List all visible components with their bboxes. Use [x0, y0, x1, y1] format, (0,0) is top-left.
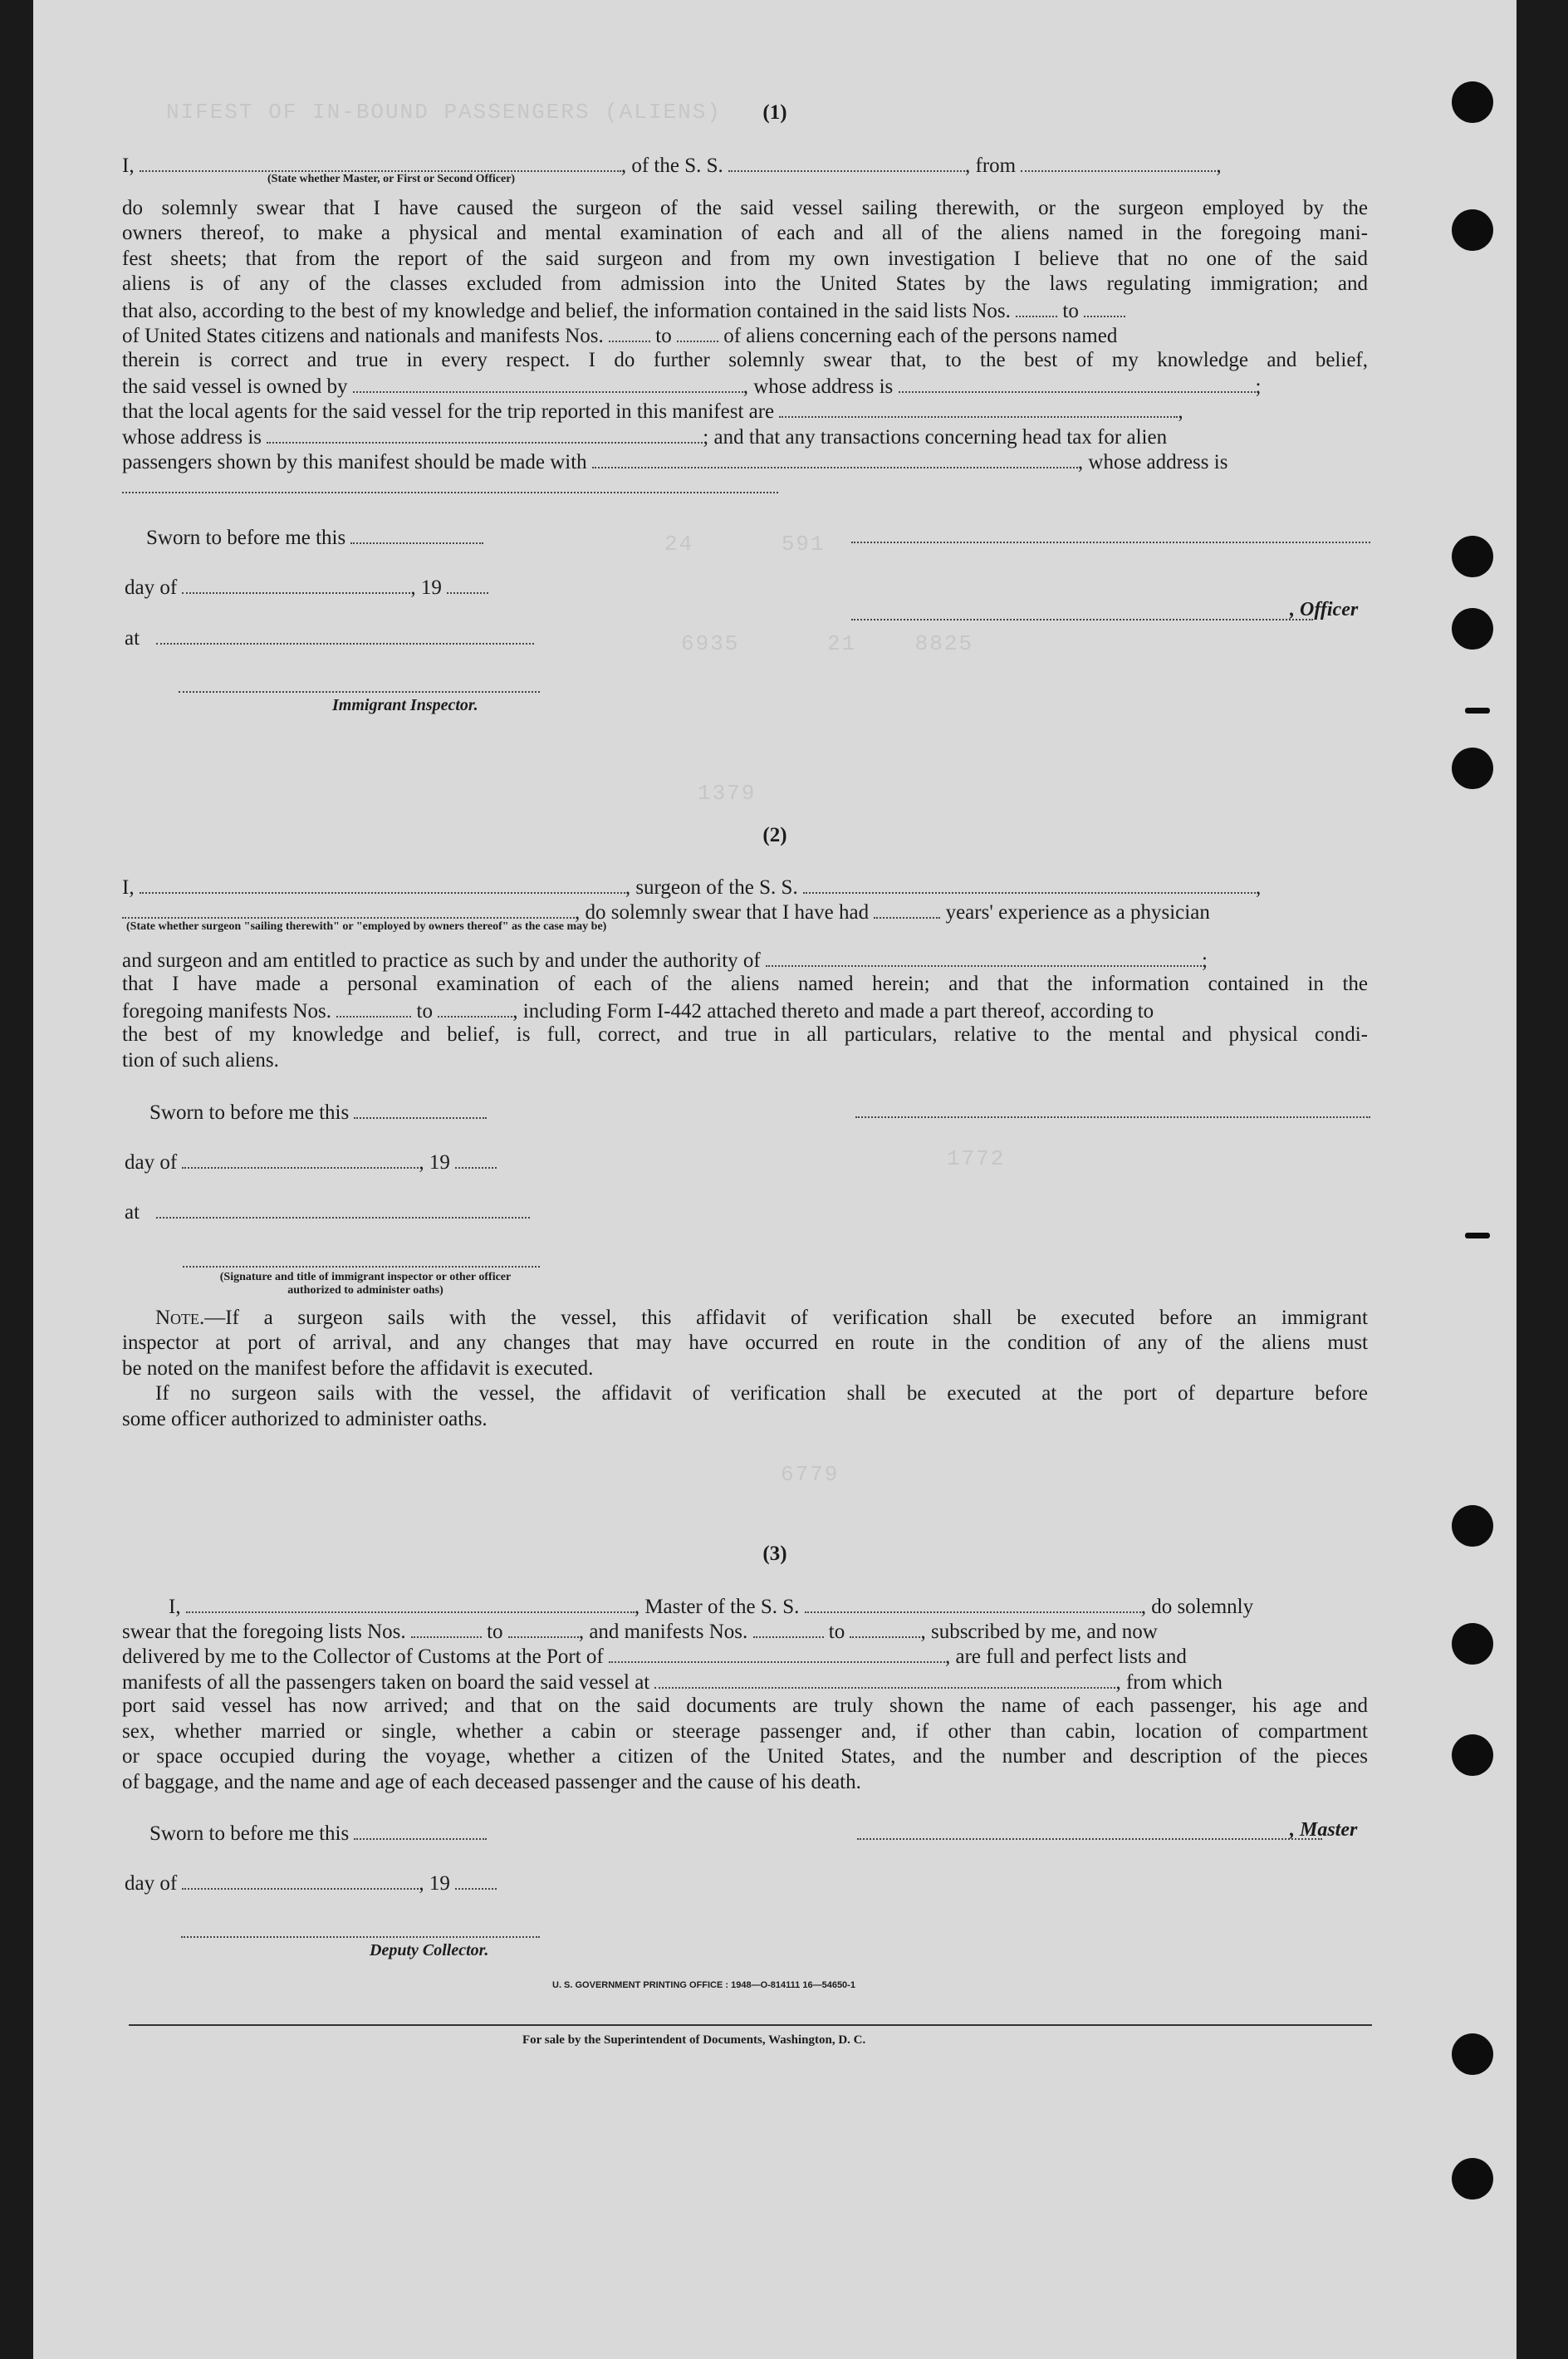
departure-port-field[interactable] [1021, 152, 1216, 172]
section-3-paragraph-line: delivered by me to the Collector of Customs at the Port of , are full and perfect lists and [122, 1643, 1368, 1670]
surgeon-manifests-to-field[interactable] [438, 998, 512, 1018]
head-tax-party-field[interactable] [592, 449, 1078, 468]
section-2-paragraph-line: the best of my knowledge and belief, is full, correct, and true in all particulars, relative to the mental and physical condi- [122, 1023, 1368, 1046]
sworn-day-field[interactable] [350, 524, 483, 544]
officer-signature-line[interactable] [851, 542, 1370, 543]
master-sworn-day-field[interactable] [354, 1820, 487, 1840]
immigrant-inspector-label: Immigrant Inspector. [332, 696, 478, 714]
vessel-owner-field[interactable] [353, 373, 743, 393]
section-1-day-line: day of , 19 [125, 574, 1370, 601]
practice-authority-field[interactable] [766, 947, 1202, 967]
footer-rule [129, 2024, 1372, 2026]
bleed-through-text: 6935 21 8825 [681, 631, 974, 656]
deputy-collector-signature-line[interactable] [181, 1936, 540, 1938]
officer-name-line[interactable] [851, 619, 1313, 620]
section-1-at-line: at [125, 625, 1370, 651]
master-manifests-from-field[interactable] [753, 1618, 824, 1638]
binder-hole [1452, 1623, 1493, 1665]
printing-office-imprint: U. S. GOVERNMENT PRINTING OFFICE : 1948—O-814111 16—54650-1 [552, 1980, 855, 1990]
section-3-paragraph-line: of baggage, and the name and age of each deceased passenger and the cause of his death. [122, 1771, 861, 1793]
agents-address-field[interactable] [267, 424, 703, 444]
surgeon-sworn-month-field[interactable] [182, 1149, 419, 1169]
binder-hole [1452, 209, 1493, 251]
binder-slot [1465, 708, 1490, 714]
binder-hole [1452, 2033, 1493, 2075]
section-2-paragraph-line: tion of such aliens. [122, 1049, 279, 1072]
bleed-through-text: 1379 [698, 781, 757, 806]
note-paragraph-line: If no surgeon sails with the vessel, the affidavit of verification shall be executed at the port of departure before [155, 1382, 1368, 1405]
section-1-paragraph-line: aliens is of any of the classes excluded from admission into the United States by the laws regulating immigration; and [122, 272, 1368, 295]
section-1-paragraph-line: owners thereof, to make a physical and mental examination of each and all of the aliens named in the foregoing mani- [122, 222, 1368, 244]
lists-from-field[interactable] [1016, 297, 1057, 317]
section-3-paragraph-line: manifests of all the passengers taken on board the said vessel at , from which [122, 1669, 1368, 1695]
authorized-officer-signature-line[interactable] [183, 1266, 540, 1268]
years-experience-field[interactable] [874, 899, 940, 919]
note-paragraph-line: Note.—If a surgeon sails with the vessel, this affidavit of verification shall be executed before an immigrant [155, 1307, 1368, 1329]
note-paragraph-line: inspector at port of arrival, and any changes that may have occurred en route in the condition of any of the aliens must [122, 1332, 1368, 1354]
note-label: Note. [155, 1307, 205, 1329]
section-1-paragraph-line: the said vessel is owned by , whose address is ; [122, 373, 1368, 400]
section-3-day-line: day of , 19 [125, 1870, 1370, 1896]
master-signature-line[interactable] [857, 1838, 1322, 1840]
section-3-number: (3) [762, 1542, 787, 1565]
note-paragraph-line: be noted on the manifest before the affidavit is executed. [122, 1357, 594, 1380]
surgeon-sworn-day-field[interactable] [354, 1099, 487, 1119]
section-2-paragraph-line: that I have made a personal examination of each of the aliens named herein; and that the information contained in the [122, 973, 1368, 995]
bleed-through-text: NIFEST OF IN-BOUND PASSENGERS (ALIENS) [166, 100, 722, 125]
section-3-paragraph-line: or space occupied during the voyage, whether a citizen of the United States, and the number and description of the pieces [122, 1745, 1368, 1768]
manifests-to-field[interactable] [677, 322, 718, 342]
immigrant-inspector-signature-line[interactable] [179, 691, 540, 693]
master-sworn-month-field[interactable] [182, 1870, 419, 1890]
section-1-number: (1) [762, 101, 787, 124]
section-1-sworn-line: Sworn to before me this [146, 524, 1392, 551]
surgeon-status-note: (State whether surgeon "sailing therewith" or "employed by owners thereof" as the case may be) [126, 920, 607, 933]
section-2-at-line: at [125, 1199, 1370, 1225]
officer-label: , Officer [1290, 599, 1359, 620]
section-2-paragraph-line: foregoing manifests Nos. to , including Form I-442 attached thereto and made a part thereof, according to [122, 998, 1368, 1024]
authorized-officer-note: (Signature and title of immigrant inspector or other officer authorized to administer oaths) [219, 1271, 512, 1297]
surgeon-manifests-from-field[interactable] [336, 998, 411, 1018]
owner-address-field[interactable] [899, 373, 1256, 393]
master-ship-field[interactable] [805, 1593, 1141, 1613]
surgeon-name-field[interactable] [140, 874, 625, 894]
embarkation-port-field[interactable] [654, 1669, 1115, 1689]
section-1-paragraph-line: fest sheets; that from the report of the said surgeon and from my own investigation I believe that no one of the said [122, 248, 1368, 270]
lists-to-field[interactable] [1084, 297, 1125, 317]
for-sale-notice: For sale by the Superintendent of Documents, Washington, D. C. [522, 2033, 866, 2047]
bleed-through-text: 1772 [947, 1146, 1006, 1171]
section-1-paragraph-line: do solemnly swear that I have caused the surgeon of the said vessel sailing therewith, or the surgeon employed by the [122, 197, 1368, 219]
section-1-paragraph-line: therein is correct and true in every respect. I do further solemnly swear that, to the best of my knowledge and belief, [122, 349, 1368, 371]
section-1-line-1: I, , of the S. S. , from , [122, 152, 1368, 179]
binder-slot [1465, 1233, 1490, 1238]
master-lists-to-field[interactable] [508, 1618, 579, 1638]
section-3-sworn-line: Sworn to before me this [149, 1820, 1395, 1846]
master-name-field[interactable] [140, 152, 621, 172]
section-3-paragraph-line: sex, whether married or single, whether a cabin or steerage passenger and, if other than cabin, location of compartment [122, 1720, 1368, 1743]
sworn-place-field[interactable] [156, 625, 534, 645]
section-2-number: (2) [762, 824, 787, 846]
manifests-from-field[interactable] [609, 322, 650, 342]
binder-hole [1452, 536, 1493, 577]
binder-hole [1452, 1505, 1493, 1547]
bleed-through-text: 6779 [781, 1462, 840, 1487]
section-3-line-1: I, , Master of the S. S. , do solemnly [122, 1593, 1368, 1620]
sworn-month-field[interactable] [182, 574, 410, 594]
surgeon-sworn-year-field[interactable] [455, 1149, 497, 1169]
binder-hole [1452, 748, 1493, 789]
section-2-line-2: , do solemnly swear that I have had years' experience as a physician [122, 899, 1368, 925]
master-manifests-to-field[interactable] [850, 1618, 920, 1638]
section-2-line-1: I, , surgeon of the S. S. , [122, 874, 1368, 900]
section-2-day-line: day of , 19 [125, 1149, 1370, 1175]
surgeon-sworn-place-field[interactable] [156, 1199, 530, 1219]
section-1-paragraph-line: passengers shown by this manifest should be made with , whose address is [122, 449, 1368, 475]
section-2-paragraph-line: and surgeon and am entitled to practice as such by and under the authority of ; [122, 947, 1368, 974]
section-2-sworn-line: Sworn to before me this [149, 1099, 1395, 1126]
note-paragraph-line: some officer authorized to administer oaths. [122, 1408, 488, 1430]
section-3-paragraph-line: port said vessel has now arrived; and that on the said documents are truly shown the name of each passenger, his age and [122, 1694, 1368, 1717]
section-3-paragraph-line: swear that the foregoing lists Nos. to , and manifests Nos. to , subscribed by me, and now [122, 1618, 1368, 1645]
head-tax-address-field[interactable] [122, 492, 778, 493]
master-sworn-year-field[interactable] [455, 1870, 497, 1890]
master-label: , Master [1290, 1819, 1358, 1841]
surgeon-status-field[interactable] [122, 899, 575, 919]
section-1-paragraph-line: that also, according to the best of my knowledge and belief, the information contained in the said lists Nos. to [122, 297, 1368, 324]
master-title-note: (State whether Master, or First or Second Officer) [267, 173, 516, 185]
section-1-paragraph-line: that the local agents for the said vessel for the trip reported in this manifest are , [122, 398, 1368, 424]
binder-hole [1452, 1734, 1493, 1776]
section-1-paragraph-line: whose address is ; and that any transactions concerning head tax for alien [122, 424, 1368, 450]
deputy-collector-label: Deputy Collector. [370, 1941, 489, 1959]
surgeon-signature-line[interactable] [855, 1116, 1370, 1118]
manifest-back-page [33, 0, 1517, 2359]
local-agents-field[interactable] [779, 398, 1178, 418]
sworn-year-field[interactable] [447, 574, 488, 594]
master-name-field-3[interactable] [186, 1593, 635, 1613]
binder-hole [1452, 608, 1493, 650]
ship-name-field[interactable] [728, 152, 965, 172]
surgeon-ship-field[interactable] [803, 874, 1256, 894]
master-lists-from-field[interactable] [411, 1618, 482, 1638]
section-1-paragraph-line: of United States citizens and nationals and manifests Nos. to of aliens concerning each of the persons named [122, 322, 1368, 349]
bleed-through-text: 24 591 [664, 532, 826, 557]
customs-port-field[interactable] [609, 1643, 945, 1663]
binder-hole [1452, 2158, 1493, 2200]
